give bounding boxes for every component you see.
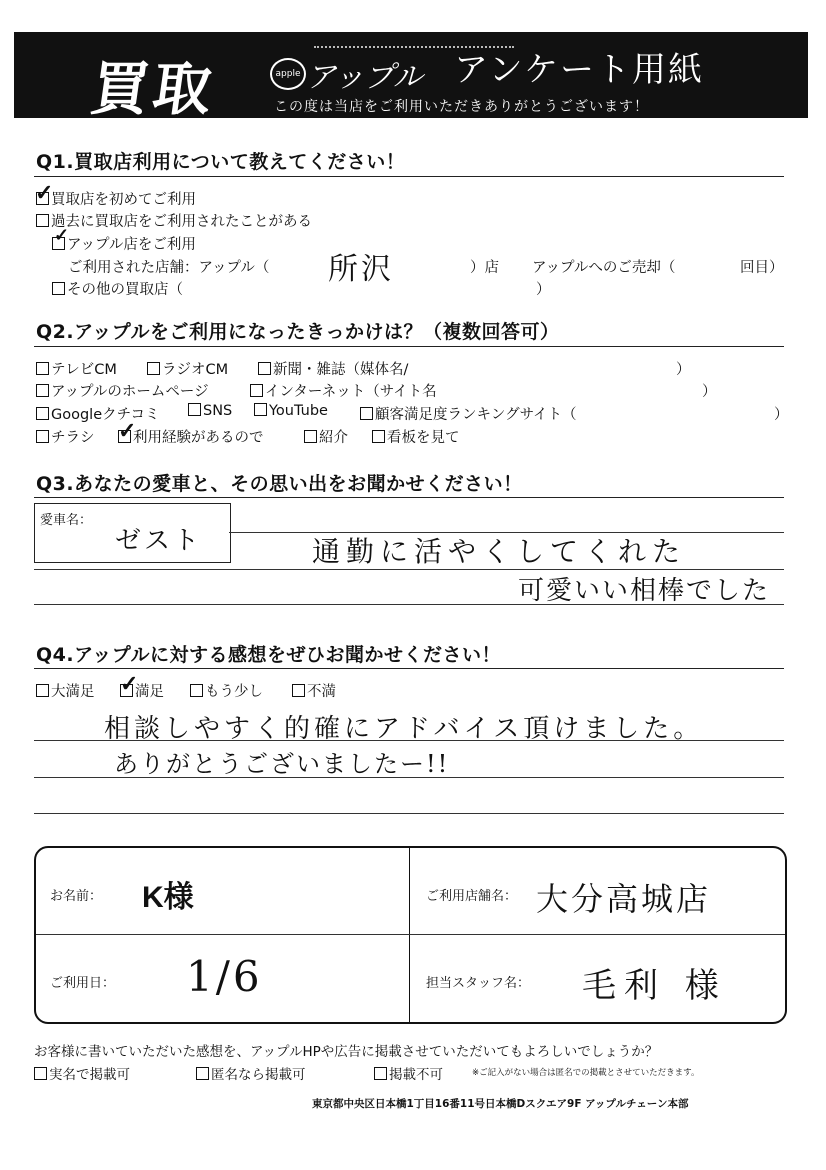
- q2-opt-label: YouTube: [269, 403, 328, 419]
- q2-rule: [34, 346, 784, 347]
- write-line: [34, 813, 784, 814]
- q2-row3-close: ）: [774, 407, 789, 423]
- q1-heading: Q1.買取店利用について教えてください！: [36, 151, 406, 173]
- publish-opt-label: 掲載不可: [389, 1067, 443, 1083]
- q4-opt-very-satisfied[interactable]: [36, 680, 95, 701]
- q2-opt-internet[interactable]: [250, 380, 437, 401]
- checkbox[interactable]: [360, 407, 373, 420]
- q2-opt-flyer[interactable]: [36, 426, 95, 447]
- checkbox[interactable]: [36, 384, 49, 397]
- q2-opt-label: 顧客満足度ランキングサイト（: [375, 407, 577, 423]
- q2-opt-label: テレビCM: [51, 362, 117, 378]
- q2-opt-label: 利用経験があるので: [133, 430, 264, 446]
- checkbox[interactable]: [196, 1067, 209, 1080]
- customer-info-box: [34, 846, 787, 1024]
- header-banner: [14, 32, 808, 123]
- publish-opt-label: 実名で掲載可: [49, 1067, 130, 1083]
- q2-opt-referral[interactable]: [304, 426, 348, 447]
- checkmark-icon: ✓: [35, 180, 54, 206]
- q2-opt-label: Googleクチコミ: [51, 407, 160, 423]
- q2-opt-label: 看板を見て: [387, 430, 460, 446]
- q1-rule: [34, 176, 784, 177]
- name-label: お名前：: [50, 889, 103, 904]
- checkbox[interactable]: [292, 684, 305, 697]
- date-value[interactable]: 1/6: [186, 952, 263, 1001]
- q2-opt-label: チラシ: [51, 430, 95, 446]
- q1-option-apple-label: アップル店をご利用: [67, 237, 196, 253]
- brand-name: アップル: [306, 60, 423, 95]
- q2-opt-homepage[interactable]: [36, 380, 209, 401]
- date-label: ご利用日：: [50, 976, 116, 991]
- publish-opt-no[interactable]: [374, 1063, 443, 1083]
- q1-store-suffix: ）店: [470, 260, 499, 276]
- checkbox[interactable]: [250, 384, 263, 397]
- q2-opt-radiocm[interactable]: [147, 358, 228, 379]
- q1-option-apple[interactable]: [52, 233, 196, 254]
- publish-question: お客様に書いていただいた感想を、アップルHPや広告に掲載させていただいてもよろしいでしょうか？: [34, 1044, 659, 1060]
- checkbox[interactable]: [34, 1067, 47, 1080]
- checkbox[interactable]: [36, 430, 49, 443]
- q3-heading: Q3.あなたの愛車と、その思い出をお聞かせください！: [36, 473, 523, 495]
- q2-opt-label: アップルのホームページ: [51, 384, 209, 400]
- checkmark-icon: ✓: [118, 418, 137, 444]
- q2-opt-label: 新聞・雑誌（媒体名/: [273, 362, 409, 378]
- q2-opt-youtube[interactable]: [254, 403, 328, 419]
- q2-opt-sns[interactable]: [188, 403, 232, 419]
- publish-opt-anon[interactable]: [196, 1063, 306, 1083]
- publish-opt-label: 匿名なら掲載可: [211, 1067, 306, 1083]
- checkbox[interactable]: [190, 684, 203, 697]
- car-name-box[interactable]: [34, 503, 231, 563]
- q1-option-first[interactable]: [36, 188, 196, 209]
- q2-opt-signboard[interactable]: [372, 426, 460, 447]
- q1-other-close: ）: [536, 282, 551, 298]
- q1-option-other-label: その他の買取店（: [67, 282, 183, 298]
- q2-opt-label: ラジオCM: [162, 362, 229, 378]
- publish-opt-real[interactable]: [34, 1063, 130, 1083]
- checkbox[interactable]: [147, 362, 160, 375]
- q2-row1-close: ）: [676, 362, 691, 378]
- q1-option-other[interactable]: [52, 278, 183, 299]
- q4-opt-label: 満足: [135, 684, 164, 700]
- name-value[interactable]: K様: [142, 881, 194, 914]
- checkbox[interactable]: [258, 362, 271, 375]
- q4-opt-somewhat[interactable]: [190, 680, 263, 701]
- memory-line-2: 可愛いい相棒でした: [518, 576, 771, 606]
- apple-badge-icon: apple: [270, 58, 306, 90]
- q4-opt-label: 大満足: [51, 684, 95, 700]
- checkbox[interactable]: [36, 407, 49, 420]
- divider: [36, 934, 785, 935]
- checkbox[interactable]: [36, 362, 49, 375]
- q4-opt-label: 不満: [307, 684, 336, 700]
- q2-opt-label: 紹介: [319, 430, 348, 446]
- q1-sale-suffix: 回目）: [740, 260, 784, 276]
- store-label: ご利用店舗名：: [426, 889, 518, 904]
- q2-opt-newspaper[interactable]: [258, 358, 408, 379]
- divider: [409, 848, 410, 1022]
- kaitori-logo: 買取: [86, 55, 221, 123]
- staff-value[interactable]: 毛利 様: [582, 966, 727, 1006]
- staff-label: 担当スタッフ名：: [426, 976, 531, 991]
- comment-line-1: 相談しやすく的確にアドバイス頂けました。: [104, 714, 704, 744]
- q2-opt-label: インターネット（サイト名: [265, 384, 437, 400]
- q1-option-past[interactable]: [36, 210, 312, 231]
- checkbox[interactable]: [304, 430, 317, 443]
- comment-line-2: ありがとうございましたー!!: [114, 750, 450, 778]
- q2-opt-ranking[interactable]: [360, 403, 577, 424]
- q2-heading: Q2.アップルをご利用になったきっかけは？（複数回答可）: [36, 321, 560, 343]
- q1-option-past-label: 過去に買取店をご利用されたことがある: [51, 214, 312, 230]
- store-value[interactable]: 大分高城店: [536, 880, 712, 918]
- car-name-label: 愛車名：: [40, 513, 93, 528]
- page-title: アンケート用紙: [454, 50, 704, 90]
- checkmark-icon: ✓: [120, 671, 139, 697]
- footer-address: 東京都中央区日本橋1丁目16番11号日本橋Dスクエア9F アップルチェーン本部: [312, 1098, 689, 1110]
- checkbox[interactable]: [36, 214, 49, 227]
- checkbox[interactable]: [254, 403, 267, 416]
- q1-store-value[interactable]: 所沢: [328, 252, 394, 287]
- q4-opt-unsatisfied[interactable]: [292, 680, 336, 701]
- q2-opt-experience[interactable]: [118, 426, 264, 447]
- q2-row2-close: ）: [702, 384, 717, 400]
- q1-store-label: ご利用された店舗：アップル（: [68, 260, 270, 276]
- checkbox[interactable]: [52, 282, 65, 295]
- checkbox[interactable]: [374, 1067, 387, 1080]
- q1-sale-label: アップルへのご売却（: [532, 260, 676, 276]
- q2-opt-label: SNS: [203, 403, 233, 419]
- publish-note: ※ご記入がない場合は匿名での掲載とさせていただきます。: [472, 1068, 700, 1078]
- page-subtitle: この度は当店をご利用いただきありがとうございます！: [274, 99, 649, 115]
- q1-option-first-label: 買取店を初めてご利用: [51, 192, 196, 208]
- memory-line-1: 通勤に活やくしてくれた: [312, 535, 687, 568]
- car-name-value: ゼスト: [115, 526, 203, 556]
- q3-rule: [34, 497, 784, 498]
- q4-opt-label: もう少し: [205, 684, 263, 700]
- q4-rule: [34, 668, 784, 669]
- q4-heading: Q4.アップルに対する感想をぜひお聞かせください！: [36, 644, 502, 666]
- q2-opt-google[interactable]: [36, 403, 160, 424]
- checkbox[interactable]: [372, 430, 385, 443]
- checkbox[interactable]: [188, 403, 201, 416]
- checkbox[interactable]: [36, 684, 49, 697]
- q2-opt-tvcm[interactable]: [36, 358, 117, 379]
- checkmark-icon: ✓: [54, 225, 70, 246]
